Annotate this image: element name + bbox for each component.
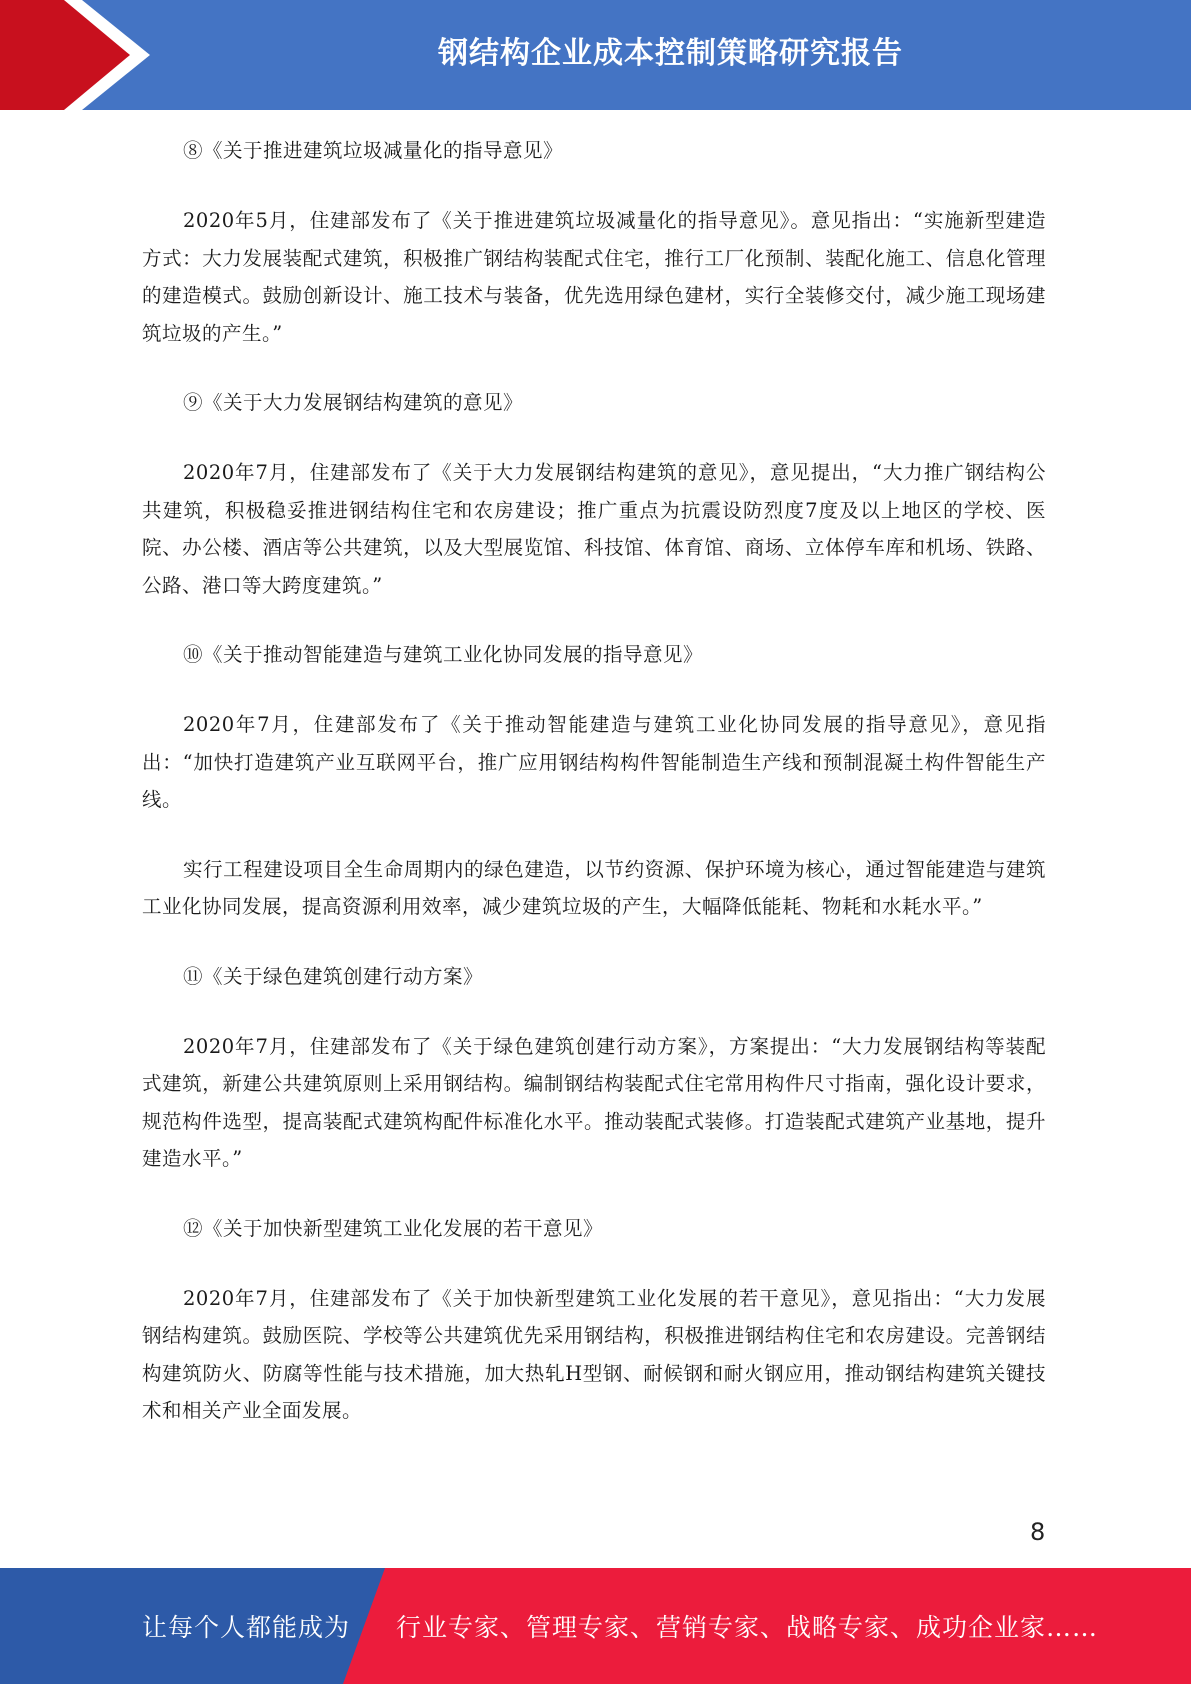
page-number: 8 <box>1030 1518 1046 1546</box>
report-title: 钢结构企业成本控制策略研究报告 <box>438 36 903 71</box>
section-heading: ⑧《关于推进建筑垃圾减量化的指导意见》 <box>183 139 564 162</box>
section-paragraph: 2020年7月，住建部发布了《关于大力发展钢结构建筑的意见》，意见提出，“大力推广钢结构公共建筑，积极稳妥推进钢结构住宅和农房建设；推广重点为抗震设防烈度7度及以上地区的学校、医院、办公楼、酒店等公共建筑，以及大型展览馆、科技馆、体育馆、商场、立体停车库和机场、铁路、公路、港口等大跨度建筑。” <box>142 461 1046 597</box>
section-paragraph: 实行工程建设项目全生命周期内的绿色建造，以节约资源、保护环境为核心，通过智能建造与建筑工业化协同发展，提高资源利用效率，减少建筑垃圾的产生，大幅降低能耗、物耗和水耗水平。” <box>142 857 1046 918</box>
footer-banner <box>0 1568 1191 1684</box>
header-banner <box>0 0 1191 110</box>
document-body <box>142 132 1046 1462</box>
section-heading: ⑩《关于推动智能建造与建筑工业化协同发展的指导意见》 <box>183 643 704 666</box>
section-paragraph: 2020年7月，住建部发布了《关于推动智能建造与建筑工业化协同发展的指导意见》，意见指出：“加快打造建筑产业互联网平台，推广应用钢结构构件智能制造生产线和预制混凝土构件智能生产线。 <box>142 713 1046 811</box>
section-paragraph: 2020年7月，住建部发布了《关于加快新型建筑工业化发展的若干意见》，意见指出：“大力发展钢结构建筑。鼓励医院、学校等公共建筑优先采用钢结构，积极推进钢结构住宅和农房建设。完善钢结构建筑防火、防腐等性能与技术措施，加大热轧H型钢、耐候钢和耐火钢应用，推动钢结构建筑关键技术和相关产业全面发展。 <box>142 1286 1046 1422</box>
section-heading: ⑫《关于加快新型建筑工业化发展的若干意见》 <box>183 1216 604 1240</box>
footer-slogan-right: 行业专家、管理专家、营销专家、战略专家、成功企业家…… <box>396 1613 1099 1642</box>
section-heading: ⑨《关于大力发展钢结构建筑的意见》 <box>183 391 524 414</box>
footer-slogan-left: 让每个人都能成为 <box>142 1613 351 1642</box>
section-paragraph: 2020年7月，住建部发布了《关于绿色建筑创建行动方案》，方案提出：“大力发展钢结构等装配式建筑，新建公共建筑原则上采用钢结构。编制钢结构装配式住宅常用构件尺寸指南，强化设计要求，规范构件选型，提高装配式建筑构配件标准化水平。推动装配式装修。打造装配式建筑产业基地，提升建造水平。” <box>142 1034 1046 1170</box>
section-heading: ⑪《关于绿色建筑创建行动方案》 <box>183 964 484 988</box>
section-paragraph: 2020年5月，住建部发布了《关于推进建筑垃圾减量化的指导意见》。意见指出：“实施新型建造方式：大力发展装配式建筑，积极推广钢结构装配式住宅，推行工厂化预制、装配化施工、信息化管理的建造模式。鼓励创新设计、施工技术与装备，优先选用绿色建材，实行全装修交付，减少施工现场建筑垃圾的产生。” <box>142 209 1046 345</box>
